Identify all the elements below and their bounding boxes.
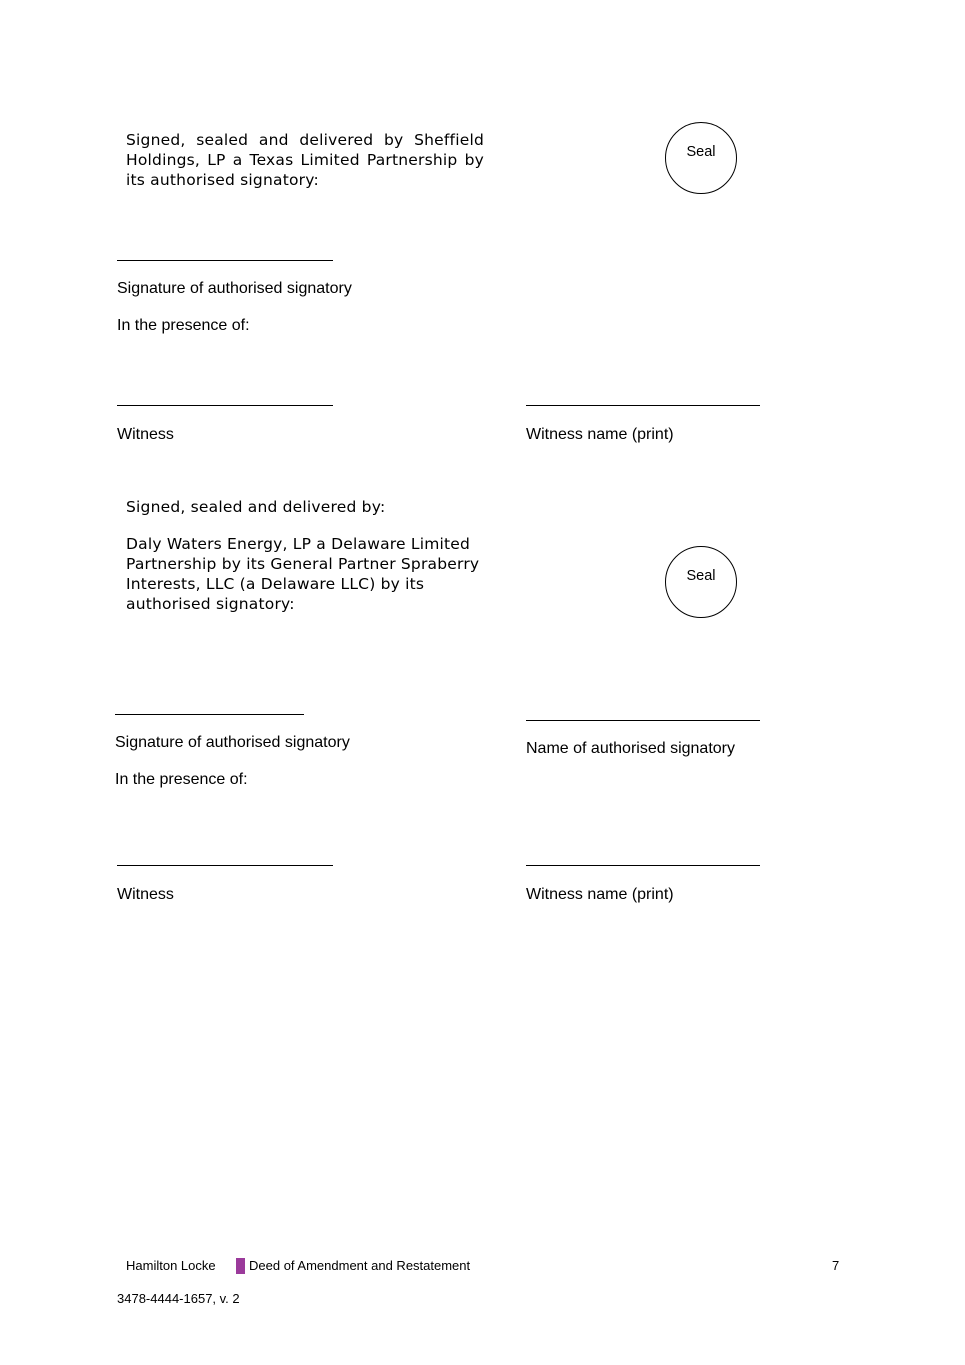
footer-document-reference: 3478-4444-1657, v. 2: [117, 1291, 240, 1306]
seal-label: Seal: [686, 144, 716, 160]
witness-label-daly: Witness: [117, 886, 174, 903]
seal-circle-daly: [665, 546, 737, 618]
footer-color-marker: [236, 1258, 245, 1274]
signature-label-sheffield: Signature of authorised signatory: [117, 280, 352, 297]
execution-clause-daly: Daly Waters Energy, LP a Delaware Limited Partnership by its General Partner Spraberry Interests, LLC (a Delaware LLC) by its authorised signatory:: [126, 535, 480, 613]
signature-label-daly: Signature of authorised signatory: [115, 734, 350, 751]
witness-name-label-sheffield: Witness name (print): [526, 426, 674, 443]
witness-signature-line-sheffield[interactable]: [117, 405, 333, 406]
footer-document-title: Deed of Amendment and Restatement: [249, 1258, 471, 1273]
witness-name-line-daly[interactable]: [526, 865, 760, 866]
name-line-daly[interactable]: [526, 720, 760, 721]
seal-circle-sheffield: [665, 122, 737, 194]
presence-label-daly: In the presence of:: [115, 771, 248, 788]
name-label-daly: Name of authorised signatory: [526, 740, 735, 757]
signature-line-daly[interactable]: [115, 714, 304, 715]
execution-intro-daly: Signed, sealed and delivered by:: [126, 498, 386, 516]
seal-label: Seal: [686, 568, 716, 584]
witness-signature-line-daly[interactable]: [117, 865, 333, 866]
execution-clause-sheffield: Signed, sealed and delivered by Sheffield Holdings, LP a Texas Limited Partnership by its authorised signatory:: [126, 131, 484, 189]
presence-label-sheffield: In the presence of:: [117, 317, 250, 334]
signature-line-sheffield[interactable]: [117, 260, 333, 261]
witness-name-line-sheffield[interactable]: [526, 405, 760, 406]
witness-name-label-daly: Witness name (print): [526, 886, 674, 903]
footer-firm-name: Hamilton Locke: [126, 1258, 216, 1273]
footer-page-number: 7: [832, 1258, 840, 1273]
witness-label-sheffield: Witness: [117, 426, 174, 443]
